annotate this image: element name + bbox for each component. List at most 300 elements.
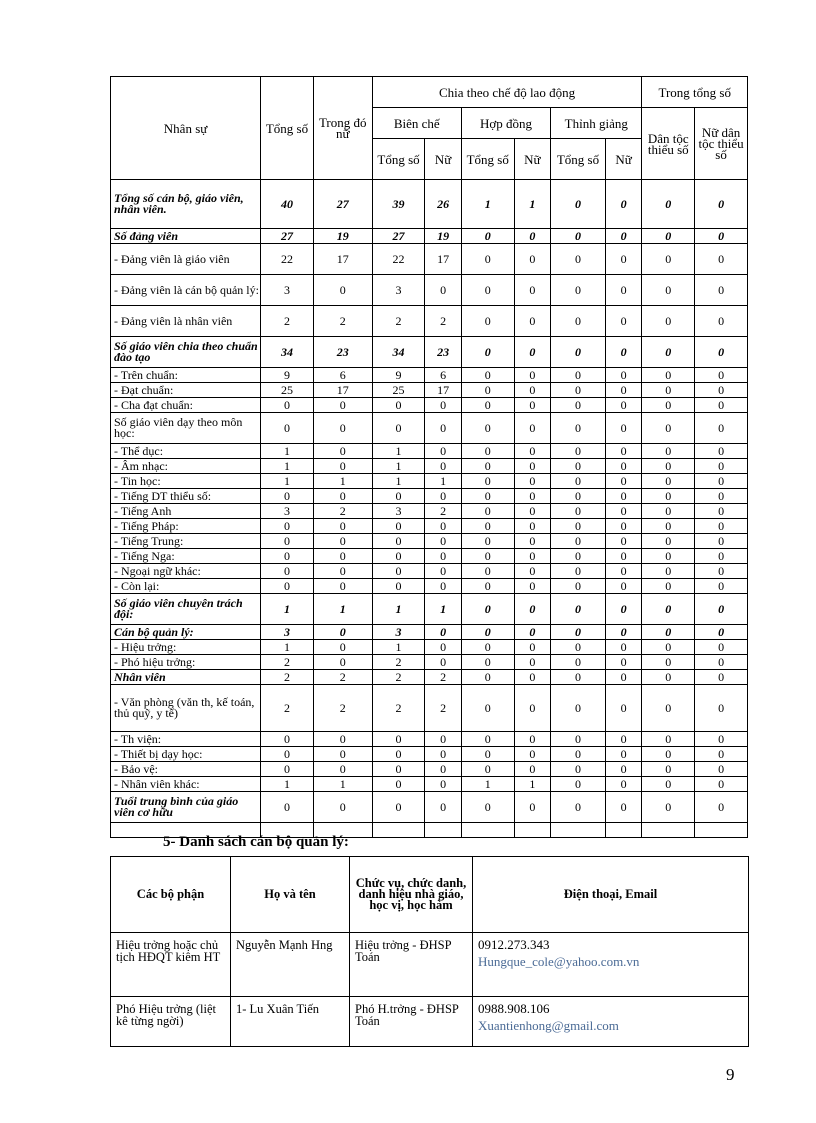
cell-value: 0 — [461, 747, 514, 762]
cell-value: 3 — [261, 504, 314, 519]
cell-value: 26 — [425, 180, 462, 229]
row-label: - Đảng viên là nhân viên — [111, 306, 261, 337]
cell-value: 0 — [551, 180, 606, 229]
cell-value: 22 — [261, 244, 314, 275]
cell-value: 0 — [461, 244, 514, 275]
cell-value: 0 — [695, 640, 748, 655]
cell-value: 0 — [514, 670, 551, 685]
cell-value: 1 — [261, 459, 314, 474]
cell-value: 0 — [461, 519, 514, 534]
cell-value: 0 — [425, 732, 462, 747]
cell-value: 0 — [261, 579, 314, 594]
row-label: - Th viện: — [111, 732, 261, 747]
table-row — [111, 444, 748, 459]
cell-value: 0 — [695, 685, 748, 732]
header-dien-thoai-email: Điện thoại, Email — [473, 857, 749, 933]
header-dan-toc-thieu-so: Dân tộc thiểu số — [642, 108, 695, 180]
cell-value: 0 — [551, 383, 606, 398]
cell-value: 0 — [695, 747, 748, 762]
cell-value: 19 — [313, 229, 372, 244]
row-label: - Văn phòng (văn th, kế toán, thủ quỹ, y tế) — [111, 685, 261, 732]
cell-value: 0 — [695, 670, 748, 685]
cell-value: 0 — [642, 306, 695, 337]
cell-value: 0 — [514, 519, 551, 534]
cell-value: 0 — [695, 244, 748, 275]
table-row — [111, 229, 748, 244]
cell-value: 0 — [551, 747, 606, 762]
cell-value: 0 — [642, 383, 695, 398]
row-label: Số giáo viên chia theo chuẩn đào tạo — [111, 337, 261, 368]
cell-value: 0 — [642, 444, 695, 459]
table-row — [111, 732, 748, 747]
cell-value: 0 — [425, 519, 462, 534]
cell-value: 2 — [261, 655, 314, 670]
cell-value: 0 — [313, 579, 372, 594]
manager-title: Phó H.trởng - ĐHSP Toán — [350, 997, 473, 1047]
cell-value: 0 — [642, 337, 695, 368]
cell-value: 0 — [695, 229, 748, 244]
cell-value: 2 — [425, 670, 462, 685]
cell-value: 0 — [372, 747, 425, 762]
cell-value: 0 — [372, 762, 425, 777]
row-label: - Ngoại ngữ khác: — [111, 564, 261, 579]
cell-value: 0 — [695, 504, 748, 519]
cell-value: 0 — [261, 762, 314, 777]
cell-value: 0 — [313, 655, 372, 670]
row-label: - Phó hiệu trởng: — [111, 655, 261, 670]
table-row — [111, 747, 748, 762]
cell-value: 0 — [461, 670, 514, 685]
cell-value: 0 — [425, 747, 462, 762]
cell-value: 3 — [372, 625, 425, 640]
cell-value: 0 — [461, 504, 514, 519]
managers-table-header — [111, 857, 749, 933]
cell-value: 0 — [642, 792, 695, 823]
cell-value: 2 — [425, 306, 462, 337]
managers-table-body — [111, 933, 749, 1047]
cell-value: 0 — [605, 444, 642, 459]
cell-value: 0 — [461, 792, 514, 823]
cell-value: 0 — [313, 519, 372, 534]
table-row — [111, 337, 748, 368]
cell-value: 3 — [372, 504, 425, 519]
cell-value: 23 — [425, 337, 462, 368]
table-row — [111, 459, 748, 474]
section-heading: 5- Danh sách cán bộ quản lý: — [163, 834, 349, 850]
cell-value: 0 — [551, 398, 606, 413]
cell-value: 2 — [372, 306, 425, 337]
manager-name: 1- Lu Xuân Tiến — [231, 997, 350, 1047]
cell-value: 0 — [605, 594, 642, 625]
cell-value: 0 — [514, 229, 551, 244]
cell-value: 0 — [461, 229, 514, 244]
cell-value: 2 — [313, 670, 372, 685]
cell-value: 0 — [695, 549, 748, 564]
cell-value: 0 — [605, 337, 642, 368]
cell-value: 1 — [372, 640, 425, 655]
cell-value: 22 — [372, 244, 425, 275]
cell-value: 0 — [514, 640, 551, 655]
subheader-nu: Nữ — [605, 139, 642, 180]
cell-value: 0 — [642, 244, 695, 275]
cell-value: 0 — [642, 459, 695, 474]
cell-value: 0 — [461, 534, 514, 549]
cell-value: 39 — [372, 180, 425, 229]
cell-value: 0 — [261, 792, 314, 823]
cell-value: 27 — [261, 229, 314, 244]
cell-value: 0 — [605, 762, 642, 777]
cell-value: 0 — [372, 564, 425, 579]
cell-value: 0 — [261, 519, 314, 534]
cell-value: 0 — [695, 306, 748, 337]
cell-value: 0 — [372, 549, 425, 564]
cell-value: 0 — [514, 275, 551, 306]
cell-value: 0 — [642, 180, 695, 229]
row-label: - Âm nhạc: — [111, 459, 261, 474]
cell-value: 0 — [313, 792, 372, 823]
cell-value: 0 — [551, 474, 606, 489]
cell-value: 0 — [461, 459, 514, 474]
cell-value: 0 — [425, 549, 462, 564]
cell-value: 0 — [551, 275, 606, 306]
cell-value: 0 — [461, 685, 514, 732]
cell-value: 0 — [261, 564, 314, 579]
row-label: - Cha đạt chuẩn: — [111, 398, 261, 413]
staff-statistics-table — [110, 76, 748, 838]
table-row — [111, 244, 748, 275]
cell-value: 0 — [461, 474, 514, 489]
cell-value: 0 — [695, 368, 748, 383]
cell-value: 2 — [425, 685, 462, 732]
header-trong-tong-so: Trong tổng số — [642, 77, 748, 108]
cell-value: 34 — [372, 337, 425, 368]
cell-value: 1 — [261, 777, 314, 792]
subheader-nu: Nữ — [514, 139, 551, 180]
table-row — [111, 655, 748, 670]
cell-value: 0 — [605, 792, 642, 823]
cell-value: 0 — [642, 747, 695, 762]
manager-contact — [473, 997, 749, 1047]
cell-value: 40 — [261, 180, 314, 229]
cell-value: 0 — [425, 625, 462, 640]
table-row — [111, 792, 748, 823]
cell-value: 0 — [372, 534, 425, 549]
cell-value: 0 — [551, 489, 606, 504]
cell-value: 0 — [514, 747, 551, 762]
cell-value: 0 — [514, 549, 551, 564]
cell-value: 0 — [461, 655, 514, 670]
cell-value: 0 — [605, 275, 642, 306]
row-label: Số đảng viên — [111, 229, 261, 244]
cell-value: 0 — [461, 594, 514, 625]
cell-value: 0 — [313, 398, 372, 413]
table-row — [111, 398, 748, 413]
cell-value: 1 — [372, 594, 425, 625]
cell-value: 0 — [372, 732, 425, 747]
table-row — [111, 489, 748, 504]
cell-value: 0 — [551, 444, 606, 459]
cell-value: 0 — [461, 579, 514, 594]
cell-value: 27 — [372, 229, 425, 244]
cell-value: 0 — [642, 625, 695, 640]
manager-phone: 0988.908.106 — [478, 1001, 550, 1016]
cell-value: 0 — [695, 579, 748, 594]
cell-value: 1 — [261, 640, 314, 655]
cell-value: 0 — [514, 306, 551, 337]
cell-value: 1 — [372, 444, 425, 459]
cell-value: 2 — [372, 655, 425, 670]
cell-value: 0 — [461, 444, 514, 459]
cell-value: 0 — [261, 534, 314, 549]
row-label: Nhân viên — [111, 670, 261, 685]
cell-value: 0 — [514, 579, 551, 594]
cell-value: 0 — [695, 275, 748, 306]
cell-value: 0 — [695, 625, 748, 640]
cell-value: 0 — [695, 792, 748, 823]
cell-value: 0 — [514, 504, 551, 519]
cell-value: 0 — [551, 534, 606, 549]
table-row — [111, 275, 748, 306]
row-label: - Tiếng Pháp: — [111, 519, 261, 534]
cell-value: 0 — [695, 762, 748, 777]
cell-value: 17 — [313, 244, 372, 275]
cell-value: 0 — [425, 459, 462, 474]
cell-value: 1 — [261, 444, 314, 459]
table-row — [111, 762, 748, 777]
cell-value: 0 — [313, 489, 372, 504]
cell-value: 0 — [551, 306, 606, 337]
cell-value: 0 — [514, 534, 551, 549]
cell-value: 2 — [372, 670, 425, 685]
cell-value: 0 — [642, 489, 695, 504]
cell-value: 1 — [425, 474, 462, 489]
cell-value: 0 — [605, 368, 642, 383]
row-label: Cán bộ quản lý: — [111, 625, 261, 640]
empty-cell — [425, 823, 462, 838]
cell-value: 0 — [605, 459, 642, 474]
cell-value: 0 — [514, 489, 551, 504]
cell-value: 0 — [313, 413, 372, 444]
cell-value: 0 — [551, 244, 606, 275]
cell-value: 0 — [605, 685, 642, 732]
cell-value: 2 — [313, 504, 372, 519]
cell-value: 0 — [605, 504, 642, 519]
cell-value: 0 — [514, 368, 551, 383]
cell-value: 0 — [461, 549, 514, 564]
page-number: 9 — [726, 1065, 735, 1084]
cell-value: 0 — [551, 685, 606, 732]
cell-value: 27 — [313, 180, 372, 229]
cell-value: 0 — [461, 306, 514, 337]
cell-value: 0 — [551, 459, 606, 474]
cell-value: 0 — [461, 732, 514, 747]
cell-value: 0 — [695, 444, 748, 459]
cell-value: 0 — [461, 337, 514, 368]
cell-value: 0 — [605, 579, 642, 594]
cell-value: 0 — [695, 777, 748, 792]
row-label: - Bảo vệ: — [111, 762, 261, 777]
table-row — [111, 474, 748, 489]
row-label: Số giáo viên chuyên trách đội: — [111, 594, 261, 625]
row-label: - Nhân viên khác: — [111, 777, 261, 792]
cell-value: 0 — [642, 732, 695, 747]
cell-value: 1 — [313, 474, 372, 489]
cell-value: 0 — [695, 519, 748, 534]
cell-value: 0 — [605, 180, 642, 229]
empty-cell — [514, 823, 551, 838]
cell-value: 0 — [642, 413, 695, 444]
cell-value: 0 — [514, 564, 551, 579]
cell-value: 0 — [551, 670, 606, 685]
cell-value: 0 — [642, 762, 695, 777]
cell-value: 0 — [605, 640, 642, 655]
table-row — [111, 413, 748, 444]
cell-value: 0 — [261, 413, 314, 444]
cell-value: 2 — [261, 670, 314, 685]
cell-value: 25 — [261, 383, 314, 398]
header-nu-dan-toc-thieu-so: Nữ dân tộc thiểu số — [695, 108, 748, 180]
cell-value: 3 — [261, 625, 314, 640]
cell-value: 1 — [313, 777, 372, 792]
staff-table-body — [111, 180, 748, 838]
cell-value: 0 — [605, 777, 642, 792]
manager-department: Phó Hiệu trởng (liệt kê từng ngời) — [111, 997, 231, 1047]
cell-value: 0 — [551, 519, 606, 534]
cell-value: 0 — [605, 670, 642, 685]
cell-value: 0 — [514, 459, 551, 474]
cell-value: 0 — [605, 474, 642, 489]
cell-value: 0 — [695, 337, 748, 368]
cell-value: 0 — [551, 579, 606, 594]
cell-value: 17 — [425, 244, 462, 275]
cell-value: 0 — [605, 229, 642, 244]
cell-value: 0 — [605, 625, 642, 640]
cell-value: 0 — [461, 398, 514, 413]
cell-value: 0 — [514, 762, 551, 777]
table-row — [111, 640, 748, 655]
cell-value: 0 — [514, 383, 551, 398]
manager-department: Hiệu trởng hoặc chủ tịch HĐQT kiêm HT — [111, 933, 231, 997]
cell-value: 0 — [514, 732, 551, 747]
cell-value: 0 — [551, 368, 606, 383]
cell-value: 0 — [605, 413, 642, 444]
cell-value: 0 — [695, 413, 748, 444]
cell-value: 1 — [514, 180, 551, 229]
table-row — [111, 579, 748, 594]
cell-value: 6 — [425, 368, 462, 383]
row-label: Tuổi trung bình của giáo viên cơ hữu — [111, 792, 261, 823]
table-row — [111, 180, 748, 229]
cell-value: 1 — [261, 594, 314, 625]
cell-value: 0 — [642, 564, 695, 579]
manager-name: Nguyễn Mạnh Hng — [231, 933, 350, 997]
cell-value: 0 — [695, 655, 748, 670]
cell-value: 0 — [261, 747, 314, 762]
cell-value: 0 — [313, 275, 372, 306]
cell-value: 0 — [695, 459, 748, 474]
cell-value: 0 — [695, 474, 748, 489]
cell-value: 1 — [461, 180, 514, 229]
row-label: - Đạt chuẩn: — [111, 383, 261, 398]
cell-value: 0 — [425, 413, 462, 444]
cell-value: 0 — [425, 489, 462, 504]
cell-value: 1 — [313, 594, 372, 625]
row-label: - Tiếng DT thiểu số: — [111, 489, 261, 504]
row-label: - Tiếng Trung: — [111, 534, 261, 549]
cell-value: 0 — [461, 413, 514, 444]
empty-cell — [551, 823, 606, 838]
cell-value: 0 — [514, 474, 551, 489]
cell-value: 6 — [313, 368, 372, 383]
staff-table-header — [111, 77, 748, 180]
cell-value: 0 — [605, 732, 642, 747]
header-tong-so: Tổng số — [261, 77, 314, 180]
cell-value: 0 — [642, 655, 695, 670]
cell-value: 0 — [425, 564, 462, 579]
row-label: - Hiệu trởng: — [111, 640, 261, 655]
row-label: - Còn lại: — [111, 579, 261, 594]
cell-value: 0 — [313, 564, 372, 579]
table-row — [111, 504, 748, 519]
cell-value: 0 — [605, 655, 642, 670]
cell-value: 0 — [551, 732, 606, 747]
header-chia-theo: Chia theo chế độ lao động — [372, 77, 642, 108]
row-label: - Tiếng Anh — [111, 504, 261, 519]
cell-value: 17 — [425, 383, 462, 398]
cell-value: 0 — [313, 534, 372, 549]
cell-value: 1 — [261, 474, 314, 489]
cell-value: 0 — [605, 306, 642, 337]
row-label: - Tin học: — [111, 474, 261, 489]
table-row — [111, 777, 748, 792]
cell-value: 0 — [425, 534, 462, 549]
cell-value: 0 — [642, 275, 695, 306]
cell-value: 2 — [425, 504, 462, 519]
cell-value: 0 — [642, 519, 695, 534]
cell-value: 23 — [313, 337, 372, 368]
cell-value: 0 — [372, 398, 425, 413]
cell-value: 9 — [372, 368, 425, 383]
cell-value: 0 — [642, 229, 695, 244]
cell-value: 0 — [514, 685, 551, 732]
cell-value: 9 — [261, 368, 314, 383]
cell-value: 0 — [642, 549, 695, 564]
cell-value: 0 — [642, 504, 695, 519]
header-hop-dong: Hợp đồng — [461, 108, 550, 139]
manager-title: Hiệu trởng - ĐHSP Toán — [350, 933, 473, 997]
cell-value: 0 — [695, 534, 748, 549]
cell-value: 0 — [642, 594, 695, 625]
cell-value: 2 — [261, 306, 314, 337]
cell-value: 2 — [261, 685, 314, 732]
cell-value: 0 — [551, 640, 606, 655]
cell-value: 0 — [425, 655, 462, 670]
cell-value: 2 — [372, 685, 425, 732]
cell-value: 0 — [461, 564, 514, 579]
cell-value: 0 — [461, 275, 514, 306]
cell-value: 0 — [551, 413, 606, 444]
cell-value: 0 — [372, 519, 425, 534]
cell-value: 0 — [551, 792, 606, 823]
manager-email[interactable]: Hungque_cole@yahoo.com.vn — [478, 954, 640, 969]
cell-value: 1 — [372, 474, 425, 489]
cell-value: 0 — [551, 564, 606, 579]
cell-value: 0 — [695, 489, 748, 504]
cell-value: 0 — [461, 368, 514, 383]
row-label: - Thiết bị dạy học: — [111, 747, 261, 762]
cell-value: 0 — [605, 244, 642, 275]
manager-email[interactable]: Xuantienhong@gmail.com — [478, 1018, 619, 1033]
